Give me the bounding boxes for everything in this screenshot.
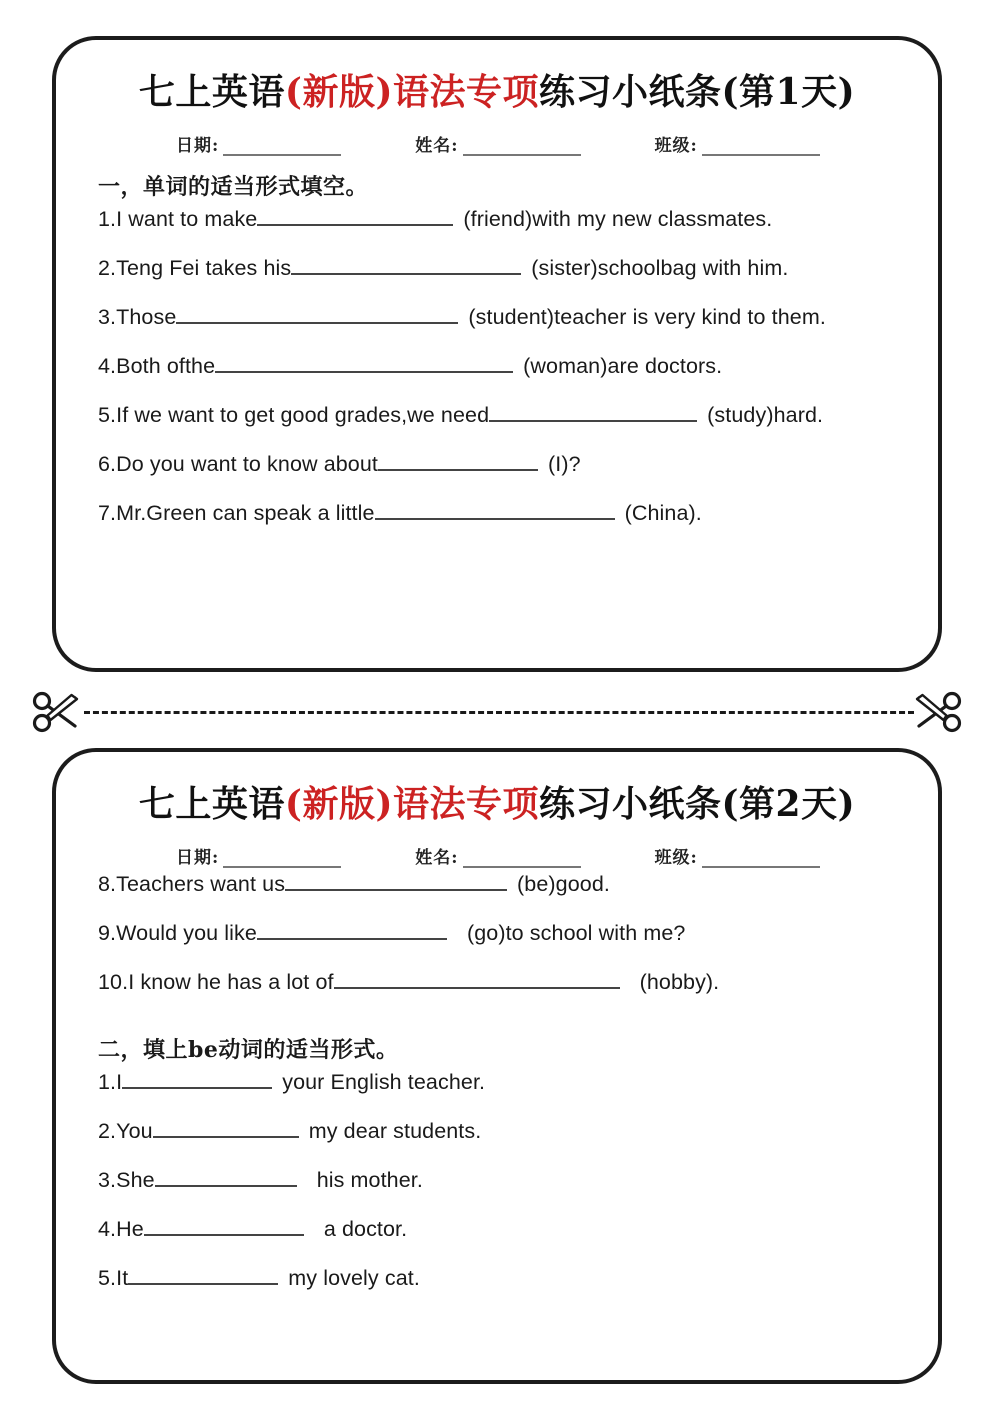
name-blank-line[interactable] xyxy=(463,851,581,868)
question-text-before-blank: we want to get good grades,we need xyxy=(128,403,490,427)
answer-blank[interactable] xyxy=(144,1217,304,1236)
question-row xyxy=(98,501,904,550)
question-row xyxy=(98,354,904,403)
question-text-before-blank: takes his xyxy=(199,256,292,280)
class-blank-line[interactable] xyxy=(702,139,820,156)
question-row xyxy=(98,1217,904,1266)
name-field[interactable] xyxy=(415,131,580,156)
answer-blank[interactable] xyxy=(155,1168,297,1187)
question-text-after-blank: my lovely cat. xyxy=(288,1266,420,1290)
question-text-after-blank: (be)good. xyxy=(517,872,610,896)
question-number: 6.Do xyxy=(98,452,144,476)
class-label: 班级: xyxy=(654,848,698,868)
question-text-before-blank: want us xyxy=(204,872,286,896)
answer-blank[interactable] xyxy=(257,207,453,226)
title-part-red: (新版)语法专项 xyxy=(284,783,539,825)
question-text-before-blank: ofthe xyxy=(160,354,216,378)
question-text-after-blank: (hobby). xyxy=(639,970,720,994)
question-list-day2 xyxy=(90,872,904,1315)
answer-blank[interactable] xyxy=(285,872,507,891)
question-text-before-blank: want to make xyxy=(122,207,258,231)
cut-dashed-line xyxy=(84,711,914,714)
cut-divider xyxy=(0,682,994,742)
watermark-text: www.ilstudy.com xyxy=(389,698,605,727)
question-number: 1.I xyxy=(98,207,123,231)
answer-blank[interactable] xyxy=(378,452,538,471)
question-row xyxy=(98,970,904,1019)
question-row xyxy=(98,1119,904,1168)
question-row xyxy=(98,305,904,354)
date-blank-line[interactable] xyxy=(223,139,341,156)
question-number: 8.Teachers xyxy=(98,872,205,896)
question-text-after-blank: (student)teacher is very kind to them. xyxy=(468,305,826,329)
answer-blank[interactable] xyxy=(122,1070,272,1089)
question-row xyxy=(98,1266,904,1315)
question-text-after-blank: (friend)with my new classmates. xyxy=(463,207,773,231)
scissors-icon xyxy=(30,688,82,736)
answer-blank[interactable] xyxy=(257,921,447,940)
title-part-2: 练习小纸条(第1天) xyxy=(538,71,856,113)
question-text-before-blank: you want to know about xyxy=(143,452,378,476)
question-number: 4.He xyxy=(98,1217,144,1241)
date-label: 日期: xyxy=(176,848,220,868)
meta-row-day1 xyxy=(90,131,904,156)
scissors-icon xyxy=(912,688,964,736)
title-part-1: 七上英语 xyxy=(138,783,285,825)
question-row xyxy=(98,1070,904,1119)
worksheet-card-day2 xyxy=(52,748,942,1384)
date-label: 日期: xyxy=(176,136,220,156)
question-number: 2.Teng Fei xyxy=(98,256,200,280)
class-field[interactable] xyxy=(655,131,820,156)
date-field[interactable] xyxy=(176,131,341,156)
question-number: 7.Mr.Green xyxy=(98,501,207,525)
question-row xyxy=(98,207,904,256)
question-text-before-blank: know he has a lot of xyxy=(134,970,334,994)
answer-blank[interactable] xyxy=(334,970,620,989)
question-row xyxy=(98,256,904,305)
name-label: 姓名: xyxy=(415,136,459,156)
question-row xyxy=(98,452,904,501)
question-number: 3.She xyxy=(98,1168,155,1192)
answer-blank[interactable] xyxy=(128,1266,278,1285)
answer-blank[interactable] xyxy=(489,403,697,422)
card-title-day1 xyxy=(90,70,904,115)
question-row xyxy=(98,403,904,452)
question-row xyxy=(98,921,904,970)
question-number: 9.Would xyxy=(98,921,178,945)
question-list-day1 xyxy=(90,207,904,550)
question-text-after-blank: my dear students. xyxy=(308,1119,482,1143)
date-blank-line[interactable] xyxy=(223,851,341,868)
question-text-after-blank: (go)to school with me? xyxy=(466,921,686,945)
question-text-before-blank: you like xyxy=(177,921,257,945)
meta-row-day2 xyxy=(90,843,904,868)
question-number: 2.You xyxy=(98,1119,153,1143)
question-text-after-blank: (China). xyxy=(624,501,702,525)
class-field[interactable] xyxy=(655,843,820,868)
question-text-after-blank: (woman)are doctors. xyxy=(523,354,723,378)
name-label: 姓名: xyxy=(415,848,459,868)
question-number: 5.It xyxy=(98,1266,129,1290)
answer-blank[interactable] xyxy=(215,354,513,373)
question-text-after-blank: (sister)schoolbag with him. xyxy=(531,256,789,280)
date-field[interactable] xyxy=(176,843,341,868)
question-row xyxy=(98,872,904,921)
name-field[interactable] xyxy=(415,843,580,868)
question-number: 4.Both xyxy=(98,354,161,378)
class-label: 班级: xyxy=(654,136,698,156)
answer-blank[interactable] xyxy=(375,501,615,520)
name-blank-line[interactable] xyxy=(463,139,581,156)
section-heading-one: 一，单词的适当形式填空。 xyxy=(98,174,369,200)
question-number: 3.Those xyxy=(98,305,177,329)
answer-blank[interactable] xyxy=(176,305,458,324)
answer-blank[interactable] xyxy=(153,1119,299,1138)
worksheet-card-day1 xyxy=(52,36,942,672)
question-text-after-blank: his mother. xyxy=(316,1168,423,1192)
title-part-2: 练习小纸条(第2天) xyxy=(538,783,856,825)
answer-blank[interactable] xyxy=(291,256,521,275)
section-heading-two: 二，填上be动词的适当形式。 xyxy=(98,1037,399,1063)
title-part-1: 七上英语 xyxy=(138,71,285,113)
question-text-after-blank: a doctor. xyxy=(323,1217,408,1241)
title-part-red: (新版)语法专项 xyxy=(284,71,539,113)
question-number: 5.If xyxy=(98,403,129,427)
question-text-after-blank: (study)hard. xyxy=(707,403,824,427)
question-number: 10.I xyxy=(98,970,135,994)
question-row xyxy=(98,1168,904,1217)
question-number: 1.I xyxy=(98,1070,123,1094)
question-text-before-blank: can speak a little xyxy=(206,501,375,525)
question-text-after-blank: (I)? xyxy=(548,452,581,476)
card-title-day2 xyxy=(90,782,904,827)
question-text-after-blank: your English teacher. xyxy=(282,1070,486,1094)
class-blank-line[interactable] xyxy=(702,851,820,868)
